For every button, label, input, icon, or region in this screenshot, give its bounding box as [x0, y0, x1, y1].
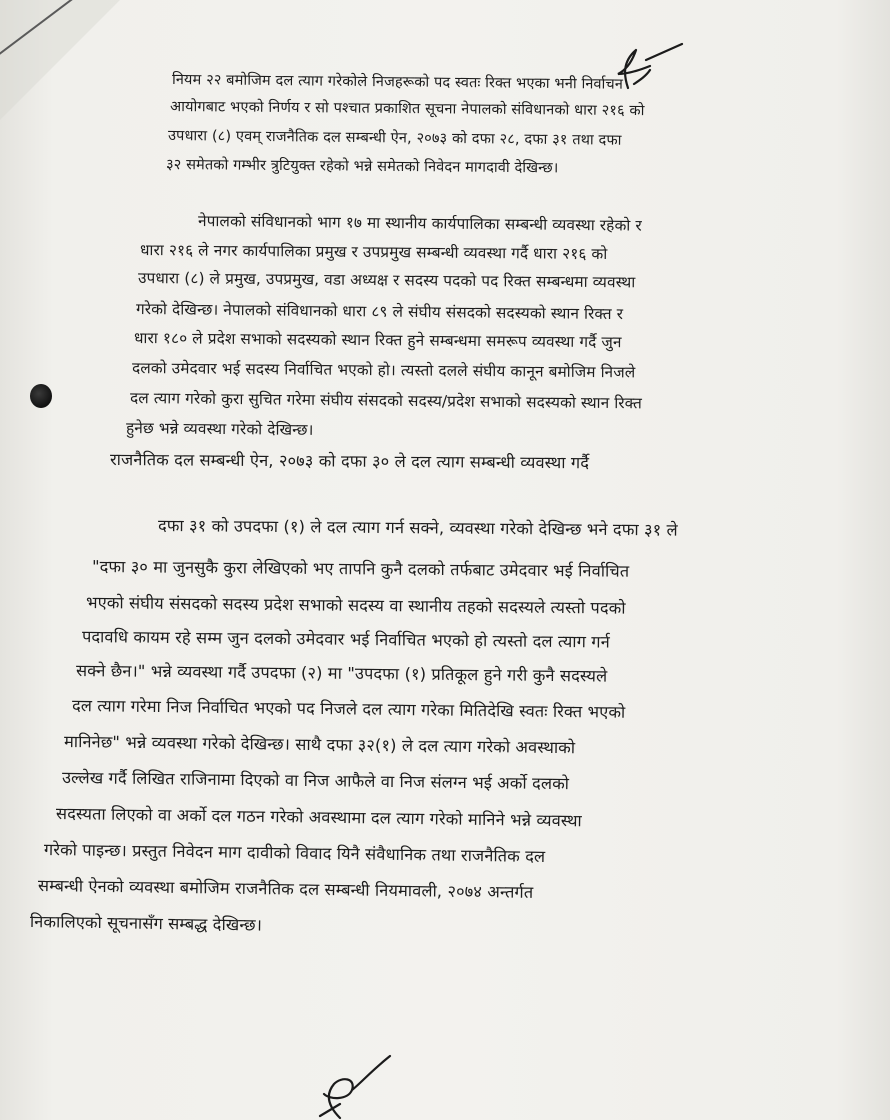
text-line: राजनैतिक दल सम्बन्धी ऐन, २०७३ को दफा ३० ले दल त्याग सम्बन्धी व्यवस्था गर्दै — [109, 450, 590, 473]
text-line: "दफा ३० मा जुनसुकै कुरा लेखिएको भए तापनि कुनै दलको तर्फबाट उमेदवार भई निर्वाचित — [91, 557, 630, 581]
text-line: धारा १८० ले प्रदेश सभाको सदस्यको स्थान रिक्त हुने सम्बन्धमा समरूप व्यवस्था गर्दै जुन — [133, 329, 622, 352]
text-line: दल त्याग गरेको कुरा सुचित गरेमा संघीय संसदको सदस्य/प्रदेश सभाको सदस्यको स्थान रिक्त — [129, 389, 643, 413]
text-line: सदस्यता लिएको वा अर्को दल गठन गरेको अवस्थामा दल त्याग गरेको मानिने भन्ने व्यवस्था — [55, 804, 582, 831]
text-line: धारा २१६ ले नगर कार्यपालिका प्रमुख र उपप्रमुख सम्बन्धी व्यवस्था गर्दै धारा २१६ को — [139, 241, 608, 264]
text-line: सम्बन्धी ऐनको व्यवस्था बमोजिम राजनैतिक दल सम्बन्धी नियमावली, २०७४ अन्तर्गत — [37, 876, 534, 902]
text-line: उल्लेख गर्दै लिखित राजिनामा दिएको वा निज आफैले वा निज संलग्न भई अर्को दलको — [61, 768, 570, 794]
text-line: पदावधि कायम रहे सम्म जुन दलको उमेदवार भई निर्वाचित भएको हो त्यस्तो दल त्याग गर्न — [81, 627, 610, 652]
text-line: गरेको देखिन्छ। नेपालको संविधानको धारा ८९ ले संघीय संसदको सदस्यको स्थान रिक्त र — [135, 300, 624, 324]
text-line: मानिनेछ" भन्ने व्यवस्था गरेको देखिन्छ। साथै दफा ३२(१) ले दल त्याग गरेको अवस्थाको — [63, 732, 576, 758]
text-line: उपधारा (८) एवम् राजनैतिक दल सम्बन्धी ऐन, २०७३ को दफा २८, दफा ३१ तथा दफा — [167, 127, 622, 149]
text-line: दल त्याग गरेमा निज निर्वाचित भएको पद निजले दल त्याग गरेका मितिदेखि स्वतः रिक्त भएको — [71, 696, 626, 722]
text-line: सक्ने छैन।" भन्ने व्यवस्था गर्दै उपदफा (२) मा "उपदफा (१) प्रतिकूल हुने गरी कुनै सदस्यले — [75, 661, 608, 686]
text-line: हुनेछ भन्ने व्यवस्था गरेको देखिन्छ। — [125, 419, 314, 439]
text-line: आयोगबाट भएको निर्णय र सो पश्चात प्रकाशित सूचना नेपालको संविधानको धारा २१६ को — [169, 98, 645, 120]
text-line: उपधारा (८) ले प्रमुख, उपप्रमुख, वडा अध्यक्ष र सदस्य पदको पद रिक्त सम्बन्धमा व्यवस्था — [137, 269, 636, 292]
text-line: भएको संघीय संसदको सदस्य प्रदेश सभाको सदस्य वा स्थानीय तहको सदस्यले त्यस्तो पदको — [85, 593, 626, 618]
text-line: नियम २२ बमोजिम दल त्याग गरेकोले निजहरूको पद स्वतः रिक्त भएका भनी निर्वाचन — [171, 71, 624, 93]
text-line: दलको उमेदवार भई सदस्य निर्वाचित भएको हो। त्यस्तो दलले संघीय कानून बमोजिम निजले — [131, 359, 636, 382]
text-line: दफा ३१ को उपदफा (१) ले दल त्याग गर्न सक्ने, व्यवस्था गरेको देखिन्छ भने दफा ३१ ले — [157, 516, 678, 540]
text-line: नेपालको संविधानको भाग १७ मा स्थानीय कार्यपालिका सम्बन्धी व्यवस्था रहेको र — [197, 212, 642, 235]
text-line: निकालिएको सूचनासँग सम्बद्ध देखिन्छ। — [29, 912, 263, 935]
text-line: ३२ समेतको गम्भीर त्रुटियुक्त रहेको भन्ने समेतको निवेदन मागदावी देखिन्छ। — [165, 156, 559, 177]
text-line: गरेको पाइन्छ। प्रस्तुत निवेदन माग दावीको विवाद यिनै संवैधानिक तथा राजनैतिक दल — [43, 840, 546, 866]
